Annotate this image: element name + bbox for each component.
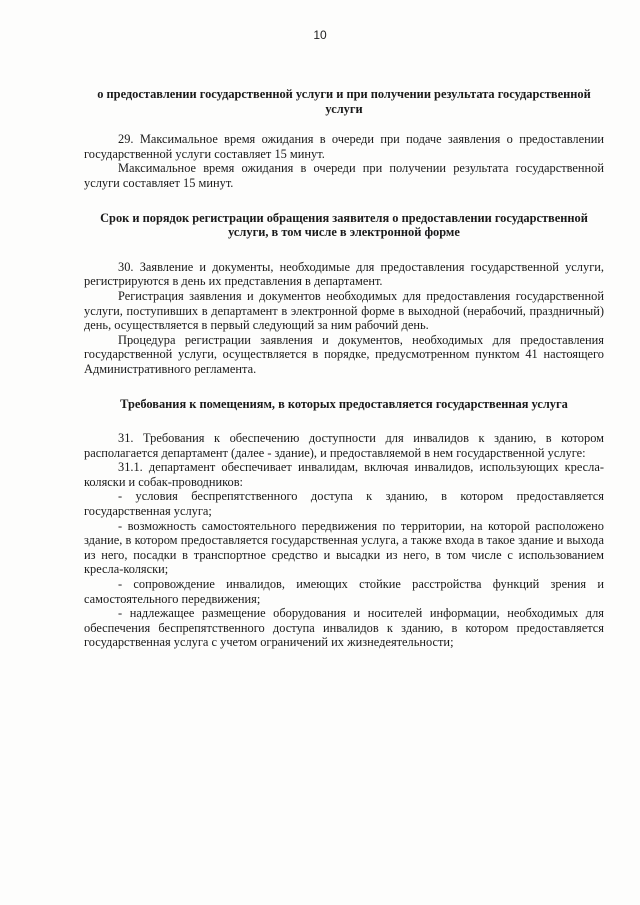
paragraph: 30. Заявление и документы, необходимые для предоставления государственной услуги, регистрируются в день их представления в департамент. (84, 259, 604, 289)
spacer (84, 377, 604, 397)
document-body (84, 87, 604, 650)
paragraph: Максимальное время ожидания в очереди при получении результата государственной услуги составляет 15 минут. (84, 161, 604, 190)
section-heading: о предоставлении государственной услуги и при получении результата государственной услуги (97, 87, 591, 116)
paragraph: 29. Максимальное время ожидания в очереди при подаче заявления о предоставлении государственной услуги составляет 15 минут. (84, 132, 604, 161)
paragraph: 31.1. департамент обеспечивает инвалидам, включая инвалидов, использующих кресла-коляски и собак-проводников: (84, 460, 604, 489)
paragraph: - возможность самостоятельного передвижения по территории, на которой расположено здание, в котором предоставляется государственная услуга, а также входа в такое здание и выхода из него, посадки в транспортное средство и высадки из него, в том числе с использованием кресла-коляски; (84, 518, 604, 577)
paragraph: - надлежащее размещение оборудования и носителей информации, необходимых для обеспечения беспрепятственного доступа инвалидов к зданию, в котором предоставляется государственная услуга с учетом ограничений их жизнедеятельности; (84, 606, 604, 650)
paragraph: - условия беспрепятственного доступа к зданию, в котором предоставляется государственная услуга; (84, 489, 604, 519)
paragraph: Регистрация заявления и документов необходимых для предоставления государственной услуги, поступивших в департамент в электронной форме в выходной (нерабочий, праздничный) день, осуществляется в первый следующий за ним рабочий день. (84, 288, 604, 333)
section-heading: Требования к помещениям, в которых предоставляется государственная услуга (120, 396, 568, 411)
paragraph: - сопровождение инвалидов, имеющих стойкие расстройства функций зрения и самостоятельного передвижения; (84, 577, 604, 606)
spacer (84, 411, 604, 431)
section-heading: Срок и порядок регистрации обращения заявителя о предоставлении государственной услуги, в том числе в электронной форме (100, 210, 588, 240)
spacer (84, 116, 604, 132)
spacer (84, 240, 604, 260)
paragraph: 31. Требования к обеспечению доступности для инвалидов к зданию, в котором располагается департамент (далее - здание), и предоставляемой в нем государственной услуге: (84, 431, 604, 460)
page-number: 10 (313, 28, 327, 42)
paragraph: Процедура регистрации заявления и документов, необходимых для предоставления государственной услуги, осуществляется в порядке, предусмотренном пунктом 41 настоящего Административного регламента. (84, 332, 604, 376)
spacer (84, 191, 604, 211)
